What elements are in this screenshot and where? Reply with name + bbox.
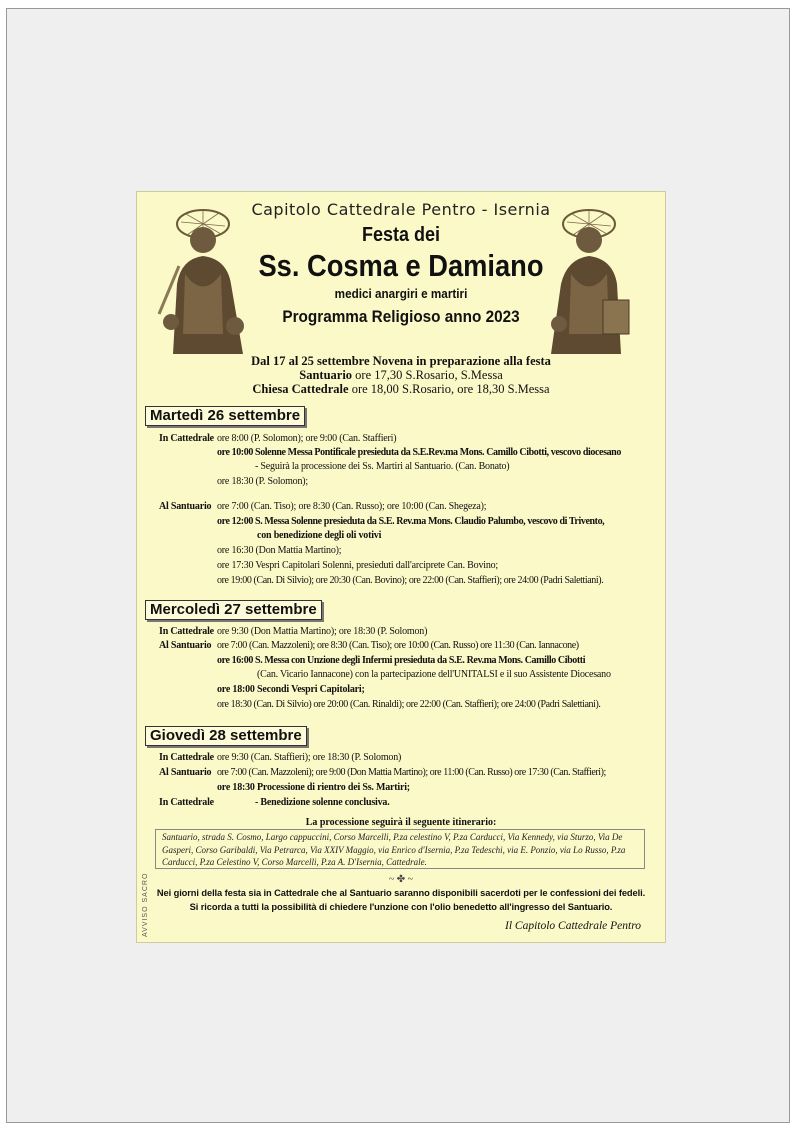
schedule-row: ore 7:00 (Can. Mazzoleni); ore 9:00 (Don Mattia Martino); ore 11:00 (Can. Russo) ore 17:30 (Can. Staffieri); <box>217 767 606 778</box>
ornament-divider: ~ ✤ ~ <box>388 874 414 885</box>
schedule-row: (Can. Vicario Iannacone) con la partecipazione dell'UNITALSI e il suo Assistente Diocesano <box>257 669 611 680</box>
schedule-row: ore 19:00 (Can. Di Silvio); ore 20:30 (Can. Bovino); ore 22:00 (Can. Staffieri); ore 24:00 (Padri Salettiani). <box>217 575 604 586</box>
novena-line1: Dal 17 al 25 settembre Novena in preparazione alla festa <box>251 354 551 368</box>
location-label: Al Santuario <box>159 767 212 778</box>
schedule-row: ore 9:30 (Can. Staffieri); ore 18:30 (P. Solomon) <box>217 752 402 763</box>
side-label: AVVISO SACRO <box>142 872 149 937</box>
itinerary-title: La processione seguirà il seguente itinerario: <box>305 817 497 828</box>
subtitle: medici anargiri e martiri <box>334 286 468 301</box>
novena-santuario-times: ore 17,30 S.Rosario, S.Messa <box>352 368 503 382</box>
schedule-row: ore 16:00 S. Messa con Unzione degli Infermi presieduta da S.E. Rev.ma Mons. Camillo Cibotti <box>217 655 586 666</box>
itinerary-box: Santuario, strada S. Cosmo, Largo cappuccini, Corso Marcelli, P.za celestino V, P.za Carducci, Via Kennedy, via Sturzo, Via De Gasperi, Corso Garibaldi, Via Petrarca, Via XXIV Maggio, via Enrico d'Isernia, P.za Tedeschi, via E. Ponzio, via Lo Russo, P.za Carducci, P.za Celestino V, Corso Marcelli, P.za A. D'Isernia, Cattedrale. <box>155 829 645 869</box>
schedule-row: ore 17:30 Vespri Capitolari Solenni, presieduti dall'arciprete Can. Bovino; <box>217 560 499 571</box>
location-label: In Cattedrale <box>159 626 214 637</box>
location-label: Al Santuario <box>159 640 212 651</box>
novena-block <box>137 354 665 396</box>
schedule-row: con benedizione degli oli votivi <box>257 530 382 541</box>
schedule-row: - Seguirà la processione dei Ss. Martiri al Santuario. (Can. Bonato) <box>255 461 510 472</box>
chapter-heading: Capitolo Cattedrale Pentro - Isernia <box>251 200 551 219</box>
anointing-note: Si ricorda a tutti la possibilità di chiedere l'unzione con l'olio benedetto all'ingresso del Santuario. <box>189 902 613 913</box>
page-title: Ss. Cosma e Damiano <box>258 248 544 283</box>
novena-place-cattedrale: Chiesa Cattedrale <box>252 382 349 396</box>
location-label: Al Santuario <box>159 501 212 512</box>
program-heading: Programma Religioso anno 2023 <box>282 307 520 326</box>
location-label: In Cattedrale <box>159 797 214 808</box>
schedule-row: ore 18:30 (P. Solomon); <box>217 476 308 487</box>
festa-heading: Festa dei <box>361 224 441 246</box>
schedule-row: ore 7:00 (Can. Tiso); ore 8:30 (Can. Russo); ore 10:00 (Can. Shegeza); <box>217 501 487 512</box>
location-label: In Cattedrale <box>159 433 214 444</box>
poster <box>136 191 666 943</box>
schedule-row: ore 10:00 Solenne Messa Pontificale presieduta da S.E.Rev.ma Mons. Camillo Cibotti, vescovo diocesano <box>217 447 621 458</box>
schedule-row: ore 18:00 Secondi Vespri Capitolari; <box>217 684 365 695</box>
novena-place-santuario: Santuario <box>299 368 353 382</box>
schedule-row: - Benedizione solenne conclusiva. <box>255 797 390 808</box>
signature: Il Capitolo Cattedrale Pentro <box>505 920 641 932</box>
day-title-mercoledi: Mercoledì 27 settembre <box>145 600 322 620</box>
day-title-giovedi: Giovedì 28 settembre <box>145 726 307 746</box>
day-title-martedi: Martedì 26 settembre <box>145 406 305 426</box>
schedule-row: ore 12:00 S. Messa Solenne presieduta da S.E. Rev.ma Mons. Claudio Palumbo, vescovo di Trivento, <box>217 516 605 527</box>
schedule-row: ore 16:30 (Don Mattia Martino); <box>217 545 342 556</box>
schedule-row: ore 18:30 (Can. Di Silvio) ore 20:00 (Can. Rinaldi); ore 22:00 (Can. Staffieri); ore 24:00 (Padri Salettiani). <box>217 699 601 710</box>
schedule-row: ore 8:00 (P. Solomon); ore 9:00 (Can. Staffieri) <box>217 433 397 444</box>
location-label: In Cattedrale <box>159 752 214 763</box>
schedule-row: ore 18:30 Processione di rientro dei Ss. Martiri; <box>217 782 410 793</box>
schedule-row: ore 7:00 (Can. Mazzoleni); ore 8:30 (Can. Tiso); ore 10:00 (Can. Russo) ore 11:30 (Can. Iannacone) <box>217 640 579 651</box>
confession-note: Nei giorni della festa sia in Cattedrale che al Santuario saranno disponibili sacerdoti per le confessioni dei fedeli. <box>156 888 646 899</box>
schedule-row: ore 9:30 (Don Mattia Martino); ore 18:30 (P. Solomon) <box>217 626 428 637</box>
novena-cattedrale-times: ore 18,00 S.Rosario, ore 18,30 S.Messa <box>348 382 550 396</box>
